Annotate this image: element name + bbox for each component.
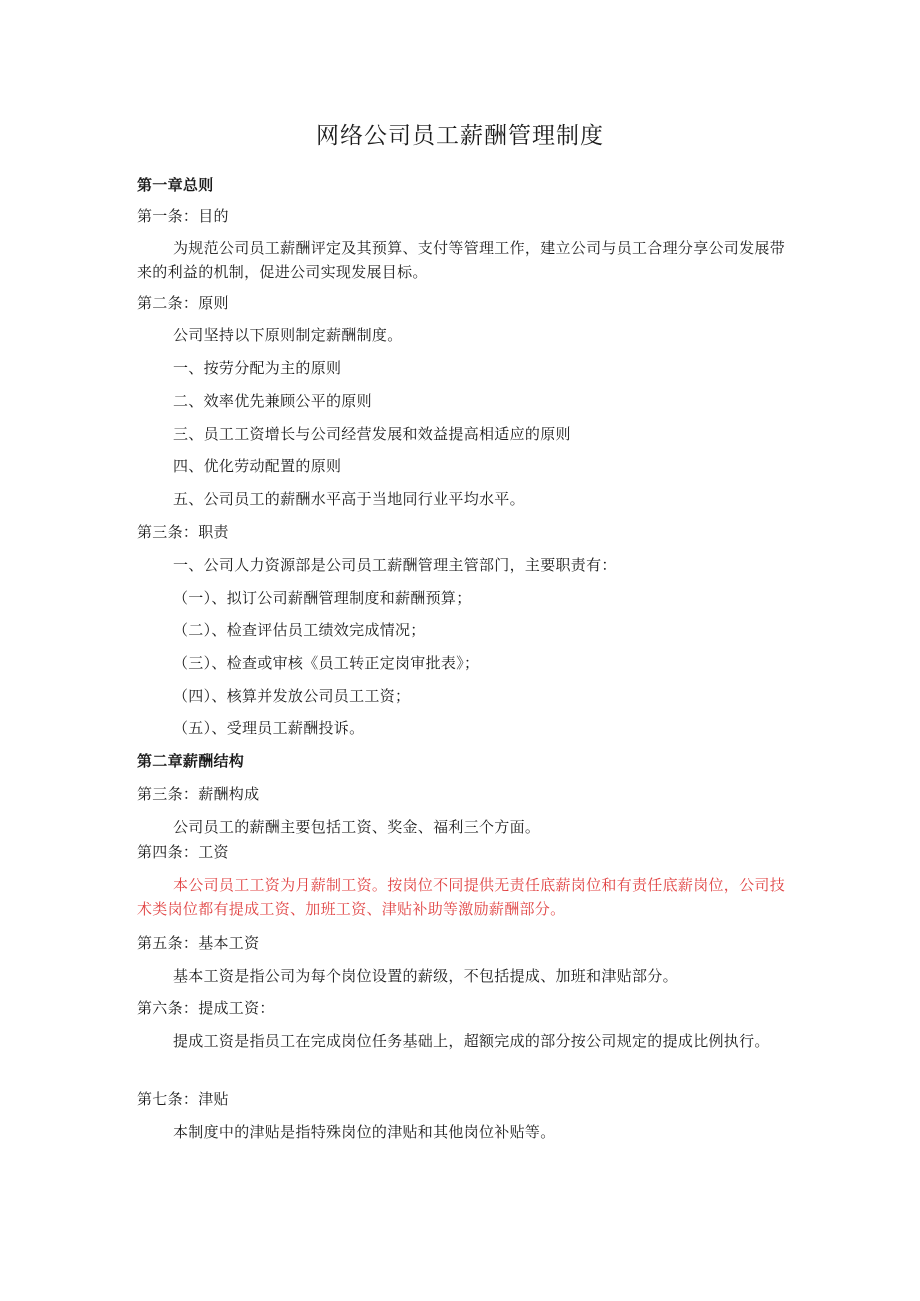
article-body: 本制度中的津贴是指特殊岗位的津贴和其他岗位补贴等。 (173, 1123, 556, 1141)
article-title: 第四条：工资 (137, 843, 229, 861)
duty-item: （二）、检查评估员工绩效完成情况； (173, 621, 426, 639)
document-title: 网络公司员工薪酬管理制度 (316, 123, 604, 149)
chapter-heading: 第一章总则 (137, 176, 214, 194)
principle-item: 四、优化劳动配置的原则 (173, 457, 342, 475)
article-title: 第三条：职责 (137, 523, 229, 541)
principle-item: 五、公司员工的薪酬水平高于当地同行业平均水平。 (173, 490, 525, 508)
principle-item: 三、员工工资增长与公司经营发展和效益提高相适应的原则 (173, 425, 571, 443)
article-title: 第三条：薪酬构成 (137, 785, 260, 803)
highlighted-article-body: 本公司员工工资为月薪制工资。按岗位不同提供无责任底薪岗位和有责任底薪岗位，公司技术类岗位都有提成工资、加班工资、津贴补助等激励薪酬部分。 (137, 876, 786, 918)
article-body: 公司坚持以下原则制定薪酬制度。 (173, 326, 403, 344)
article-title: 第二条：原则 (137, 294, 229, 312)
duty-item: （四）、核算并发放公司员工工资； (173, 687, 411, 705)
principle-item: 二、效率优先兼顾公平的原则 (173, 392, 372, 410)
chapter-heading: 第二章薪酬结构 (137, 752, 245, 770)
duty-item: （一）、拟订公司薪酬管理制度和薪酬预算； (173, 589, 472, 607)
article-title: 第六条：提成工资： (137, 999, 275, 1017)
article-title: 第七条：津贴 (137, 1090, 229, 1108)
article-body: 公司员工的薪酬主要包括工资、奖金、福利三个方面。 (173, 818, 541, 836)
article-title: 第一条：目的 (137, 207, 229, 225)
article-body: 基本工资是指公司为每个岗位设置的薪级，不包括提成、加班和津贴部分。 (173, 967, 678, 985)
duty-item: （五）、受理员工薪酬投诉。 (173, 719, 365, 737)
article-body: 为规范公司员工薪酬评定及其预算、支付等管理工作，建立公司与员工合理分享公司发展带来的利益的机制，促进公司实现发展目标。 (137, 239, 786, 281)
article-body: 提成工资是指员工在完成岗位任务基础上，超额完成的部分按公司规定的提成比例执行。 (173, 1032, 770, 1050)
duty-item: （三）、检查或审核《员工转正定岗审批表》； (173, 654, 480, 672)
article-body: 一、公司人力资源部是公司员工薪酬管理主管部门，主要职责有： (173, 556, 617, 574)
principle-item: 一、按劳分配为主的原则 (173, 359, 342, 377)
article-title: 第五条：基本工资 (137, 934, 260, 952)
